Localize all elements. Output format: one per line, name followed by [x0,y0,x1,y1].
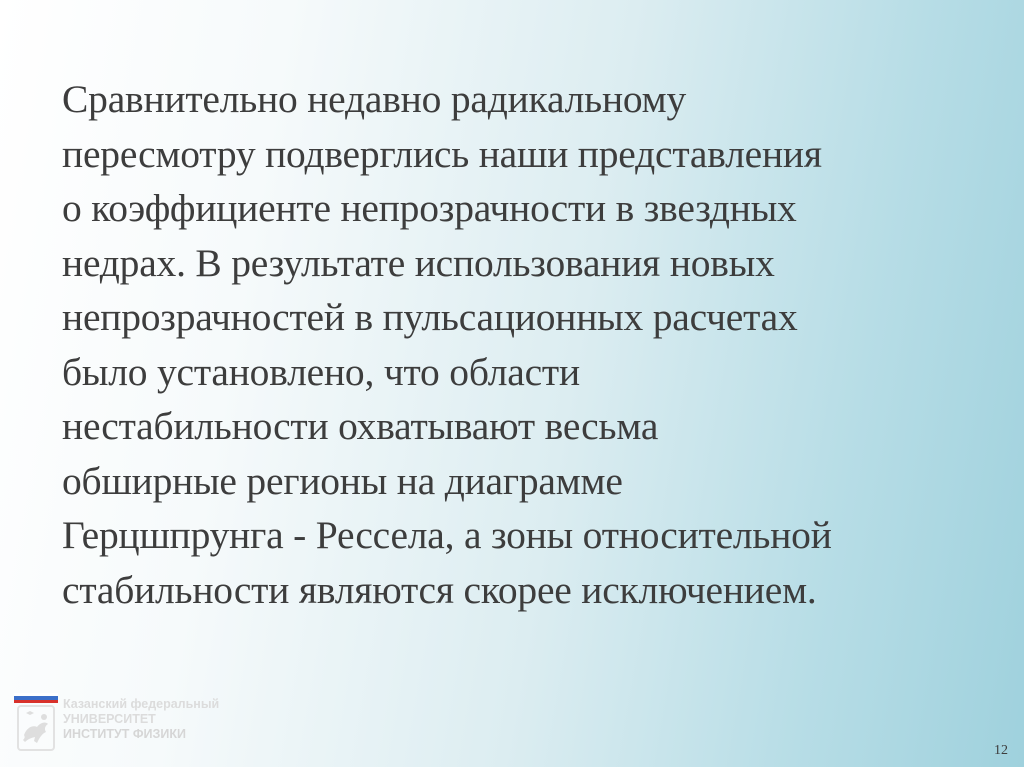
flag-icon [14,693,58,703]
logo-line-2: УНИВЕРСИТЕТ [63,712,156,726]
logo-line-1: Казанский федеральный [63,697,220,711]
slide-number: 12 [994,743,1008,758]
body-line: стабильности являются скорее исключением. [62,567,817,612]
body-line: недрах. В результате использования новых [62,240,775,285]
body-line: непрозрачностей в пульсационных расчетах [62,295,798,339]
body-line: было установлено, что области [62,349,580,394]
snow-leopard-emblem-icon [17,705,55,751]
body-paragraph [62,72,992,617]
body-line: обширные регионы на диаграмме [62,458,623,503]
body-line: Сравнительно недавно радикальному [62,77,687,121]
logo-text [63,697,219,742]
logo-line-3: ИНСТИТУТ ФИЗИКИ [63,727,186,741]
university-logo [14,693,254,755]
body-line: нестабильности охватывают весьма [62,404,659,448]
body-line: Герцшпрунга - Рессела, а зоны относительной [62,513,832,557]
body-line: пересмотру подверглись наши представления [62,131,822,176]
body-line: о коэффициенте непрозрачности в звездных [62,186,797,230]
